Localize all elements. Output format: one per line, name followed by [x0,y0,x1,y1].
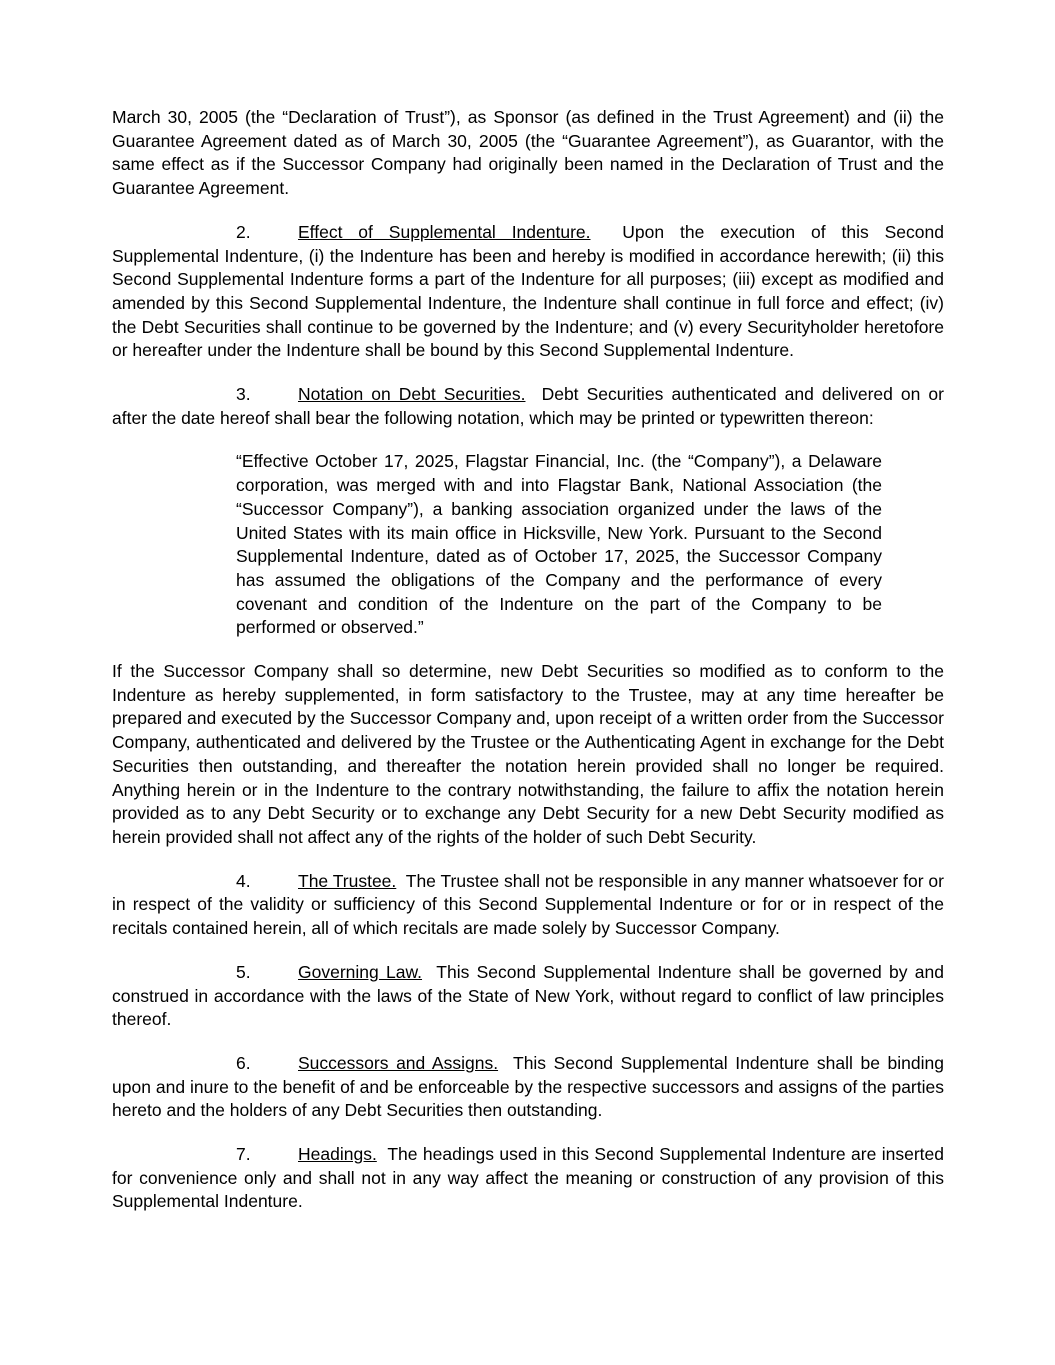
section-number: 5. [236,961,251,982]
section-number: 4. [236,870,251,891]
section-heading: Headings. [298,1144,377,1165]
section-6 [112,1052,944,1123]
section-heading: Effect of Supplemental Indenture. [298,221,591,242]
followup-paragraph: If the Successor Company shall so determine, new Debt Securities so modified as to conform to the Indenture as hereby supplemented, in form satisfactory to the Trustee, may at any time hereafter be prepared and executed by the Successor Company and, upon receipt of a written order from the Successor Company, authenticated and delivered by the Trustee or the Authenticating Agent in exchange for the Debt Securities then outstanding, and thereafter the notation herein provided shall no longer be required. Anything herein or in the Indenture to the contrary notwithstanding, the failure to affix the notation herein provided as to any Debt Security or to exchange any Debt Security for a new Debt Security modified as herein provided shall not affect any of the rights of the holder of such Debt Security. [112,661,944,847]
section-7 [112,1143,944,1214]
section-body: This Second Supplemental Indenture shall be governed by and construed in accordance with the laws of the State of New York, without regard to conflict of law principles thereof. [112,961,944,1030]
section-3 [112,383,944,430]
section-heading: Notation on Debt Securities. [298,384,526,405]
section-heading: Successors and Assigns. [298,1052,499,1073]
section-number: 2. [236,221,251,242]
section-number: 6. [236,1052,251,1073]
notation-quote: “Effective October 17, 2025, Flagstar Financial, Inc. (the “Company”), a Delaware corporation, was merged with and into Flagstar Bank, National Association (the “Successor Company”), a banking association organized under the laws of the United States with its main office in Hicksville, New York. Pursuant to the Second Supplemental Indenture, dated as of October 17, 2025, the Successor Company has assumed the obligations of the Company and the performance of every covenant and condition of the Indenture on the part of the Company to be performed or observed.” [236,451,882,638]
section-heading: Governing Law. [298,961,423,982]
section-body: Debt Securities authenticated and delivered on or after the date hereof shall bear the following notation, which may be printed or typewritten thereon: [112,384,944,428]
section-body: The headings used in this Second Supplemental Indenture are inserted for convenience only and shall not in any way affect the meaning or construction of any provision of this Supplemental Indenture. [112,1144,944,1212]
section-number: 3. [236,384,251,405]
section-heading: The Trustee. [298,870,397,891]
section-body: Upon the execution of this Second Supplemental Indenture, (i) the Indenture has been and hereby is modified in accordance herewith; (ii) this Second Supplemental Indenture forms a part of the Indenture for all purposes; (iii) except as modified and amended by this Second Supplemental Indenture, the Indenture shall continue in full force and effect; (iv) the Debt Securities shall continue to be governed by the Indenture; and (v) every Securityholder heretofore or hereafter under the Indenture shall be bound by this Second Supplemental Indenture. [112,221,944,361]
section-5 [112,961,944,1032]
section-body: The Trustee shall not be responsible in any manner whatsoever for or in respect of the validity or sufficiency of this Second Supplemental Indenture or for or in respect of the recitals contained herein, all of which recitals are made solely by Successor Company. [112,870,944,939]
section-number: 7. [236,1144,251,1165]
section-2 [112,221,944,363]
section-4 [112,870,944,941]
section-body: This Second Supplemental Indenture shall be binding upon and inure to the benefit of and be enforceable by the respective successors and assigns of the parties hereto and the holders of any Debt Securities then outstanding. [112,1052,944,1121]
intro-paragraph: March 30, 2005 (the “Declaration of Trust”), as Sponsor (as defined in the Trust Agreement) and (ii) the Guarantee Agreement dated as of March 30, 2005 (the “Guarantee Agreement”), as Guarantor, with the same effect as if the Successor Company had originally been named in the Declaration of Trust and the Guarantee Agreement. [112,107,944,199]
document-page [112,106,944,1234]
